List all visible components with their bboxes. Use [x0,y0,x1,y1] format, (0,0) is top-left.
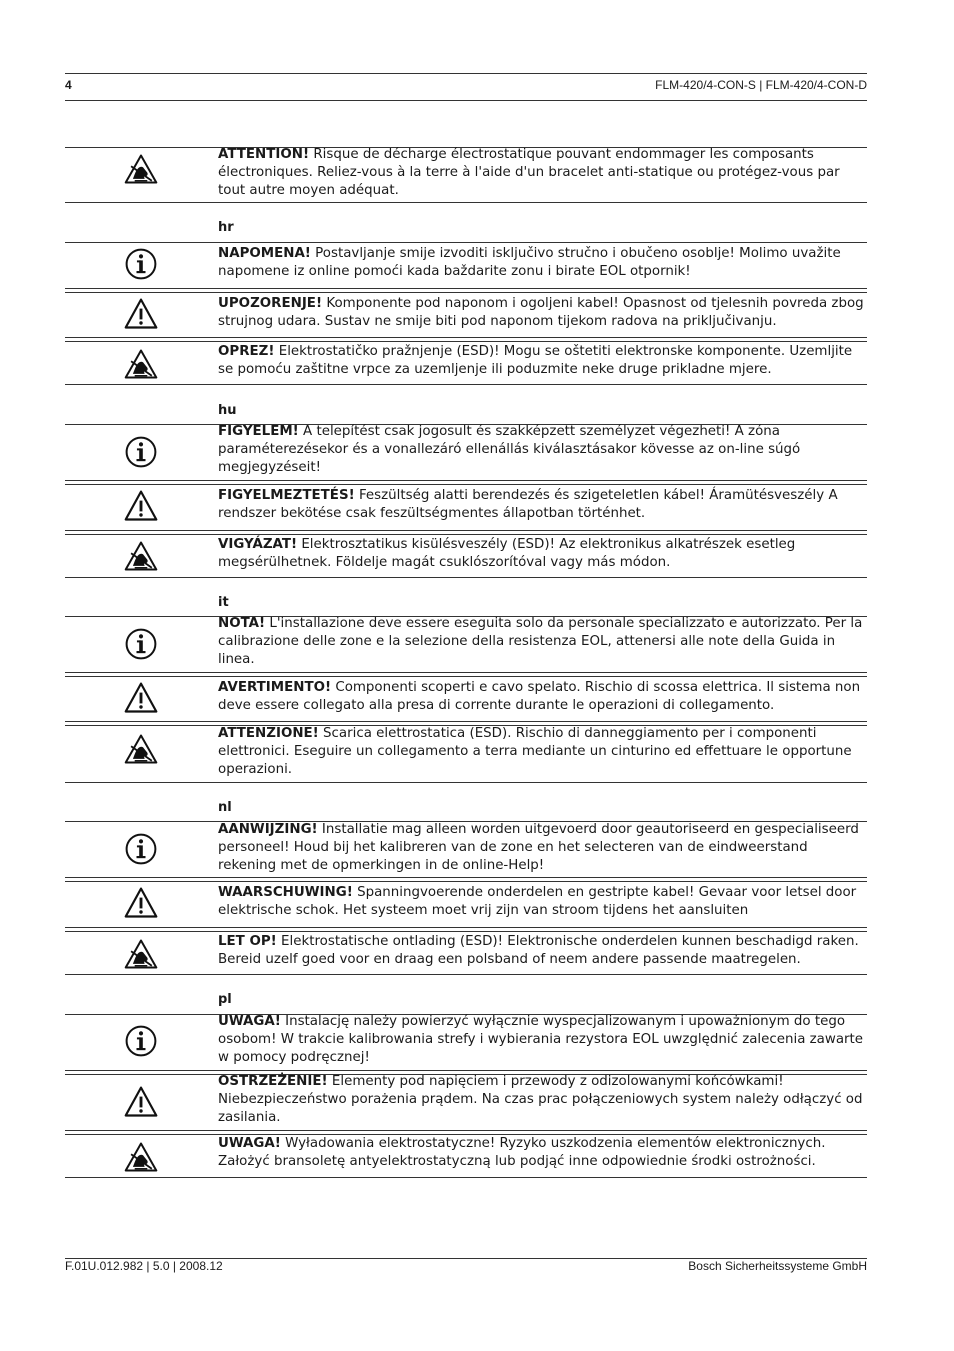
row-rule [65,1130,867,1131]
notice-body: Installatie mag alleen worden uitgevoerd door geautoriseerd en gespecialiseerd personeel! Houd bij het kalibreren van de zone en het selecteren van de eindweerstand rekening met de opmerkingen in de online-Help! [218,822,859,873]
notice-text [218,884,866,920]
row-rule [65,530,867,531]
notice-text [218,1135,866,1171]
product-title: FLM-420/4-CON-S | FLM-420/4-CON-D [655,78,867,92]
notice-body: Postavljanje smije izvoditi isključivo stručno i obučeno osoblje! Molimo uvažite napomene iz online pomoći kada baždarite zonu i birate EOL otpornik! [218,246,841,279]
notice-label: OPREZ! [218,344,275,359]
notice-text [218,933,866,969]
info-icon [122,246,160,282]
row-rule [65,484,867,485]
notice-body: Risque de décharge électrostatique pouvant endommager les composants électroniques. Reliez-vous à la terre à l'aide d'un bracelet anti-statique ou protégez-vous par tout autre moyen adéquat. [218,147,840,198]
esd-icon [122,538,160,574]
info-icon [122,626,160,662]
row-rule [65,974,867,975]
notice-body: Spanningvoerende onderdelen en gestripte kabel! Gevaar voor letsel door elektrische schok. Het systeem moet vrij zijn van stroom tijdens het aansluiten [218,885,857,918]
row-rule [65,292,867,293]
row-rule [65,782,867,783]
notice-body: A telepítést csak jogosult és szakképzett személyzet végezheti! A zóna paraméterezésekor és a vonallezáró ellenállás kiválasztásakor kövesse az on-line súgó megjegyzéseit! [218,424,801,475]
notice-text [218,821,866,875]
page-number: 4 [65,78,72,92]
notice-label: UWAGA! [218,1014,281,1029]
notice-text [218,1073,866,1127]
notice-body: Feszültség alatti berendezés és szigeteletlen kábel! Áramütésveszély A rendszer bekötése csak feszültségmentes állapotban történhet. [218,488,838,521]
row-rule [65,1177,867,1178]
esd-icon [122,346,160,382]
row-rule [65,881,867,882]
header-rule-top [65,73,867,74]
row-rule [65,927,867,928]
notice-body: Componenti scoperti e cavo spelato. Rischio di scossa elettrica. Il sistema non deve essere collegato alla presa di corrente durante le operazioni di collegamento. [218,680,861,713]
warning-icon [122,885,160,921]
notice-body: Scarica elettrostatica (ESD). Rischio di danneggiamento per i componenti elettronici. Eseguire un collegamento a terra mediante un cinturino ed effettuare le opportune operazioni. [218,726,852,777]
row-rule [65,577,867,578]
language-heading: nl [218,800,232,815]
row-rule [65,384,867,385]
row-rule [65,721,867,722]
language-heading: it [218,595,229,610]
notice-label: OSTRZEŻENIE! [218,1074,328,1089]
notice-label: AANWIJZING! [218,822,318,837]
notice-body: Instalację należy powierzyć wyłącznie wyspecjalizowanym i upoważnionym do tego osobom! W trakcie kalibrowania strefy i wybierania rezystora EOL uwzględnić zalecenia zawarte w pomocy podręcznej! [218,1014,864,1065]
notice-label: UPOZORENJE! [218,296,323,311]
notice-body: L'installazione deve essere eseguita solo da personale specializzato e autorizzato. Per la calibrazione delle zone e la selezione della resistenza EOL, attenersi alle note della Guida in linea. [218,616,863,667]
language-heading: hu [218,403,237,418]
notice-text [218,295,866,331]
notice-label: FIGYELEM! [218,424,299,439]
notice-label: LET OP! [218,934,277,949]
row-rule [65,341,867,342]
esd-icon [122,1139,160,1175]
row-rule [65,480,867,481]
doc-id: F.01U.012.982 | 5.0 | 2008.12 [65,1259,223,1273]
warning-icon [122,680,160,716]
language-heading: pl [218,992,232,1007]
notice-text [218,487,866,523]
notice-text [218,725,866,779]
notice-text [218,679,866,715]
info-icon [122,831,160,867]
notice-body: Elektrostatische ontlading (ESD)! Elektronische onderdelen kunnen beschadigd raken. Bereid uzelf goed voor en draag een polsband of neem andere passende maatregelen. [218,934,859,967]
notice-body: Elektrostatičko pražnjenje (ESD)! Mogu se oštetiti elektronske komponente. Uzemljite se pomoću zaštitne vrpce za uzemljenje ili poduzmite neke druge prikladne mjere. [218,344,853,377]
notice-label: ATTENZIONE! [218,726,319,741]
notice-text [218,343,866,379]
language-heading: hr [218,220,234,235]
notice-label: NAPOMENA! [218,246,311,261]
row-rule [65,1070,867,1071]
notice-text [218,536,866,572]
notice-label: VIGYÁZAT! [218,537,298,552]
notice-text [218,615,866,669]
row-rule [65,931,867,932]
row-rule [65,202,867,203]
notice-body: Elektrosztatikus kisülésveszély (ESD)! Az elektronikus alkatrészek esetleg megsérülhetnek. Földelje magát csuklószorítóval vagy más módon. [218,537,796,570]
notice-body: Wyładowania elektrostatyczne! Ryzyko uszkodzenia elementów elektronicznych. Założyć bransoletę antyelektrostatyczną lub podjąć inne odpowiednie środki ostrożności. [218,1136,826,1169]
warning-icon [122,1084,160,1120]
row-rule [65,877,867,878]
notice-text [218,423,866,477]
header-rule-bottom [65,100,867,101]
notice-label: NOTA! [218,616,266,631]
notice-label: WAARSCHUWING! [218,885,353,900]
esd-icon [122,936,160,972]
row-rule [65,242,867,243]
info-icon [122,1023,160,1059]
notice-label: FIGYELMEZTETÉS! [218,488,355,503]
notice-text [218,146,866,200]
warning-icon [122,296,160,332]
warning-icon [122,488,160,524]
notice-body: Elementy pod napięciem i przewody z odizolowanymi końcówkami! Niebezpieczeństwo porażenia prądem. Na czas prac połączeniowych system należy odłączyć od zasilania. [218,1074,863,1125]
esd-icon [122,731,160,767]
row-rule [65,288,867,289]
row-rule [65,676,867,677]
notice-body: Komponente pod naponom i ogoljeni kabel! Opasnost od tjelesnih povreda zbog strujnog udara. Sustav ne smije biti pod naponom tijekom radova na priključivanju. [218,296,864,329]
notice-label: UWAGA! [218,1136,281,1151]
company-name: Bosch Sicherheitssysteme GmbH [688,1259,867,1273]
row-rule [65,337,867,338]
row-rule [65,534,867,535]
notice-text [218,245,866,281]
row-rule [65,672,867,673]
notice-label: ATTENTION! [218,147,310,162]
info-icon [122,434,160,470]
notice-label: AVERTIMENTO! [218,680,332,695]
esd-icon [122,151,160,187]
notice-text [218,1013,866,1067]
